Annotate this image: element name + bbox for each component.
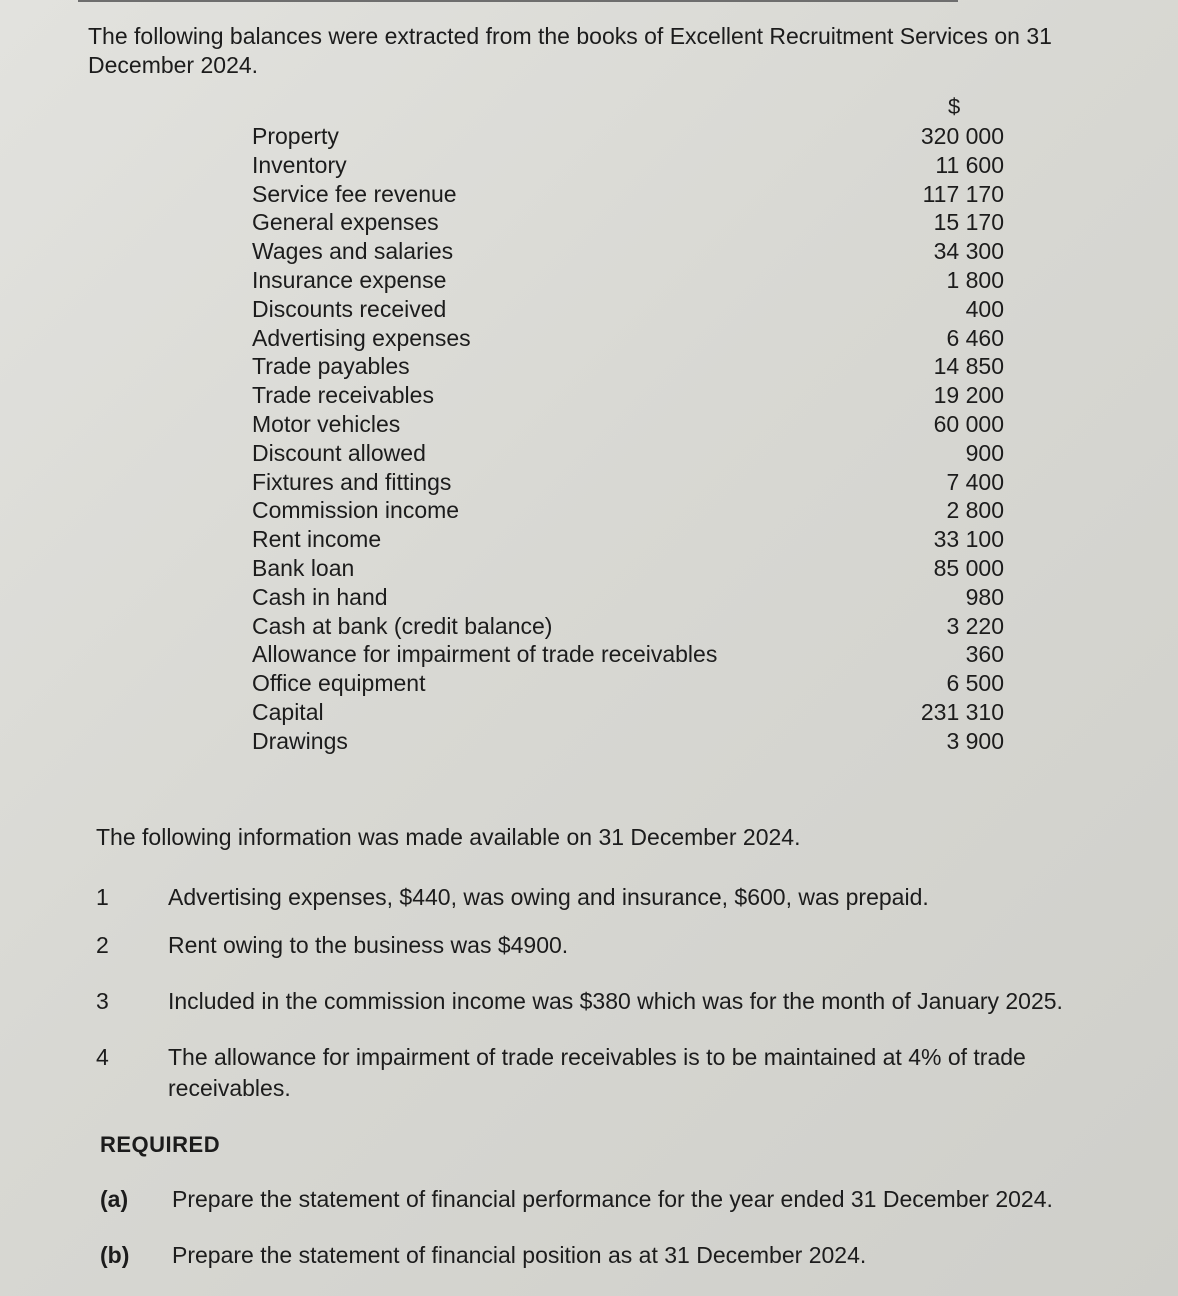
balance-label: Office equipment [252,670,426,697]
note-item [96,930,1128,961]
top-rule [78,0,958,2]
note-text: Included in the commission income was $380 which was for the month of January 2025. [168,988,1063,1014]
balance-label: General expenses [252,209,439,236]
balance-amount: 400 [965,295,1004,322]
balance-amount: 6 500 [946,670,1004,697]
balance-label: Property [252,123,339,149]
balance-amount: 117 170 [922,180,1004,207]
balance-amount: 900 [965,439,1004,466]
note-number: 1 [96,884,109,910]
balance-label: Bank loan [252,554,355,581]
currency-header: $ [948,94,961,119]
balance-row [252,381,1004,410]
balance-label: Fixtures and fittings [252,468,452,495]
balance-label: Discounts received [252,295,447,322]
balance-label: Advertising expenses [252,324,471,351]
balance-row [252,698,1004,727]
balance-label: Motor vehicles [252,410,401,437]
balance-label: Drawings [252,727,348,754]
balance-row [252,266,1004,295]
balance-amount: 15 170 [933,209,1004,236]
balance-row [252,439,1004,468]
task-text: Prepare the statement of financial position as at 31 December 2024. [172,1242,867,1268]
balance-amount: 320 000 [920,123,1004,149]
balance-row [252,324,1004,353]
balance-row [252,468,1004,497]
balance-amount: 11 600 [935,151,1004,178]
task-item [100,1242,866,1269]
balance-row [252,525,1004,554]
balance-label: Commission income [252,497,460,524]
balance-row [252,669,1004,698]
balance-amount: 34 300 [933,238,1004,265]
note-text: Rent owing to the business was $4900. [168,932,569,958]
balance-amount: 1 800 [946,266,1004,293]
balance-label: Capital [252,698,324,725]
balance-row [252,352,1004,381]
note-text: The allowance for impairment of trade receivables is to be maintained at 4% of trade receivables. [168,1044,1026,1101]
balance-amount: 6 460 [946,324,1004,351]
balance-label: Service fee revenue [252,180,457,207]
balances-list [252,122,1004,756]
balance-label: Discount allowed [252,439,426,466]
balance-row [252,612,1004,641]
balance-amount: 19 200 [933,382,1004,409]
balance-amount: 360 [965,641,1004,668]
balance-row [252,554,1004,583]
task-text: Prepare the statement of financial performance for the year ended 31 December 2024. [172,1186,1053,1212]
balance-row [252,727,1004,756]
balance-row [252,583,1004,612]
balance-amount: 3 900 [946,727,1004,754]
balance-row [252,122,1004,151]
note-number: 4 [96,1044,109,1070]
balance-amount: 980 [965,583,1004,610]
balance-amount: 85 000 [933,554,1004,581]
balance-amount: 2 800 [946,497,1004,524]
note-item [96,882,1128,913]
balance-row [252,496,1004,525]
balance-amount: 3 220 [946,612,1004,639]
balance-row [252,410,1004,439]
intro-paragraph: The following balances were extracted from the books of Excellent Recruitment Services on 31 December 2024. [88,23,1052,78]
note-number: 3 [96,988,109,1014]
balance-label: Allowance for impairment of trade receivables [252,641,718,668]
balance-amount: 33 100 [933,526,1004,553]
balance-row [252,208,1004,237]
balance-label: Cash in hand [252,583,388,610]
balance-row [252,640,1004,669]
balance-amount: 60 000 [933,410,1004,437]
balance-amount: 14 850 [933,353,1004,380]
balance-label: Cash at bank (credit balance) [252,612,553,639]
task-label: (a) [100,1186,129,1212]
balance-amount: 7 400 [946,468,1004,495]
balance-row [252,180,1004,209]
note-text: Advertising expenses, $440, was owing and insurance, $600, was prepaid. [168,884,929,910]
task-item [100,1186,1053,1213]
note-item [96,1042,1128,1104]
required-heading: REQUIRED [100,1132,221,1157]
balance-amount: 231 310 [920,698,1004,725]
info-heading: The following information was made available on 31 December 2024. [96,824,801,850]
balance-label: Inventory [252,151,347,178]
balance-row [252,151,1004,180]
balance-label: Insurance expense [252,266,447,293]
note-number: 2 [96,932,109,958]
balance-label: Rent income [252,526,382,553]
balance-label: Wages and salaries [252,238,454,265]
balance-row [252,295,1004,324]
balance-label: Trade payables [252,353,410,380]
balance-label: Trade receivables [252,382,434,409]
note-item [96,986,1128,1017]
task-label: (b) [100,1242,130,1268]
balance-row [252,237,1004,266]
